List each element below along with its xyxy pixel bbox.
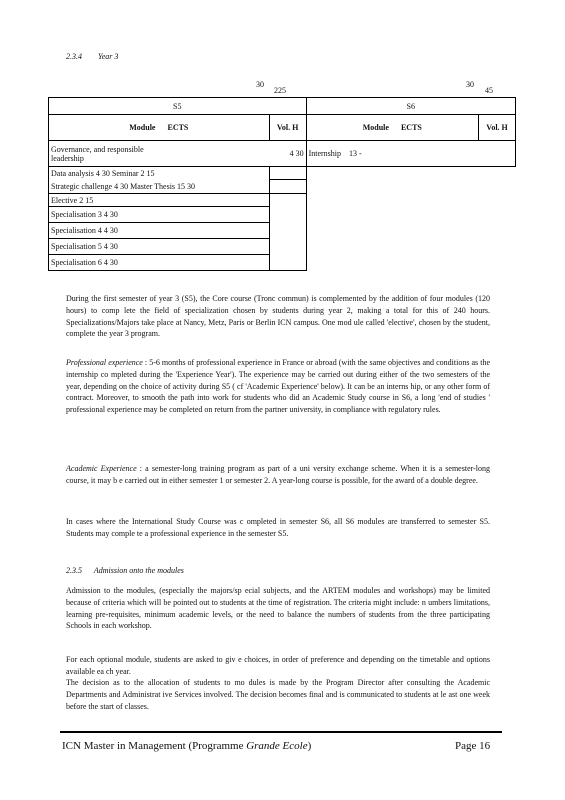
s5-ects-total: 30 bbox=[256, 80, 264, 89]
table-cell: Specialisation 3 4 30 bbox=[49, 207, 270, 223]
ects-table bbox=[48, 97, 516, 271]
s6-ects-total: 30 bbox=[466, 80, 474, 89]
section-title: Admission onto the modules bbox=[93, 566, 184, 575]
section-number: 2.3.5 bbox=[66, 566, 82, 575]
section-number: 2.3.4 bbox=[66, 52, 82, 61]
footer-divider bbox=[60, 731, 502, 733]
s5-hours-total: 225 bbox=[274, 86, 286, 95]
professional-experience-text: : 5-6 months of professional experience in France or abroad (with the same objectives and conditions as the internship co mpleted during the 'Experience Year'). The experience may be carried out during either of the two semesters of the year, depending on the choice of activity during S5 ( cf 'Academic Experience' below). It can be an interns hip, or any other form of contract. Moreover, to smooth the path into work for students who did an Academic Study course in S6, a long 'end of studies ' professional experience may be completed on return from the partner university, in compliance with regulatory rules. bbox=[66, 358, 491, 415]
page-number: Page 16 bbox=[455, 740, 491, 752]
table-cell bbox=[306, 167, 515, 194]
table-cell: Specialisation 5 4 30 bbox=[49, 239, 270, 255]
paragraph-optional-modules: For each optional module, students are asked to giv e choices, in order of preference and depending on the timetable and options available ea ch year. bbox=[66, 655, 490, 676]
section-heading-year3 bbox=[66, 52, 118, 61]
table-cell: Governance, and responsible leadership 4 30 bbox=[49, 141, 307, 167]
section-title: Year 3 bbox=[98, 52, 119, 61]
table-row bbox=[49, 141, 516, 167]
table-cell bbox=[269, 167, 306, 180]
table-cell: Specialisation 4 4 30 bbox=[49, 223, 270, 239]
table-row bbox=[49, 194, 516, 207]
table-cell bbox=[269, 180, 306, 194]
paragraph-international-study: In cases where the International Study Course was c ompleted in semester S6, all S6 modules are transferred to semester S5. Students may comple te a professional experience in the semester S5. bbox=[66, 517, 490, 538]
table-cell: Elective 2 15 bbox=[49, 194, 270, 207]
table-cell: Strategic challenge 4 30 Master Thesis 15 30 bbox=[49, 180, 270, 194]
academic-experience-label: Academic Experience bbox=[66, 464, 137, 473]
s5-vol-header: Vol. H bbox=[269, 115, 306, 141]
academic-experience-text: : a semester-long training program as part of a uni versity exchange scheme. When it is a semester-long course, it may b e carried out in either semester 1 or semester 2. A year-long course is possible, for the award of a double degree. bbox=[66, 464, 491, 485]
paragraph-decision: The decision as to the allocation of students to mo dules is made by the Program Director after consulting the Academic Departments and Administrat ive Services involved. The decision becomes final and is communicated to students at le ast one week before the start of classes. bbox=[66, 678, 490, 711]
table-cell bbox=[306, 194, 515, 271]
table-row bbox=[49, 167, 516, 180]
table-cell: Specialisation 6 4 30 bbox=[49, 255, 270, 271]
section-heading-admission bbox=[66, 566, 184, 575]
paragraph-year3-intro: During the first semester of year 3 (S5), the Core course (Tronc commun) is complemented by the addition of four modules (120 hours) to comp lete the field of specialization chosen by students during year 2, making a total for this of 240 hours. Specializations/Majors take place at Nancy, Metz, Paris or Berlin ICN campus. One mod ule called 'elective', chosen by the student, complete the year 3 program. bbox=[66, 294, 490, 339]
s6-module-ects-header: Module ECTS bbox=[306, 115, 479, 141]
paragraph-admission: Admission to the modules, (especially the majors/sp ecial subjects, and the ARTEM modules and workshops) may be limited because of criteria which will be pointed out to students at the time of registration. The criteria might include: n umbers limitations, learning pre-requisites, minimum academic levels, or the need to balance the numbers of students from the three participating Schools in each workshop. bbox=[66, 586, 490, 631]
table-cell: Internship 13 - bbox=[306, 141, 515, 167]
s6-hours-total: 45 bbox=[485, 86, 493, 95]
s6-header: S6 bbox=[306, 98, 515, 115]
professional-experience-label: Professional experience bbox=[66, 358, 143, 367]
s5-header: S5 bbox=[49, 98, 307, 115]
footer-title: ICN Master in Management (Programme Grande Ecole) bbox=[62, 740, 312, 752]
table-cell bbox=[269, 194, 306, 271]
s5-module-ects-header: Module ECTS bbox=[49, 115, 270, 141]
table-cell: Data analysis 4 30 Seminar 2 15 bbox=[49, 167, 270, 180]
s6-vol-header: Vol. H bbox=[479, 115, 516, 141]
paragraph-academic-experience bbox=[66, 463, 490, 487]
paragraph-professional-experience bbox=[66, 357, 490, 416]
